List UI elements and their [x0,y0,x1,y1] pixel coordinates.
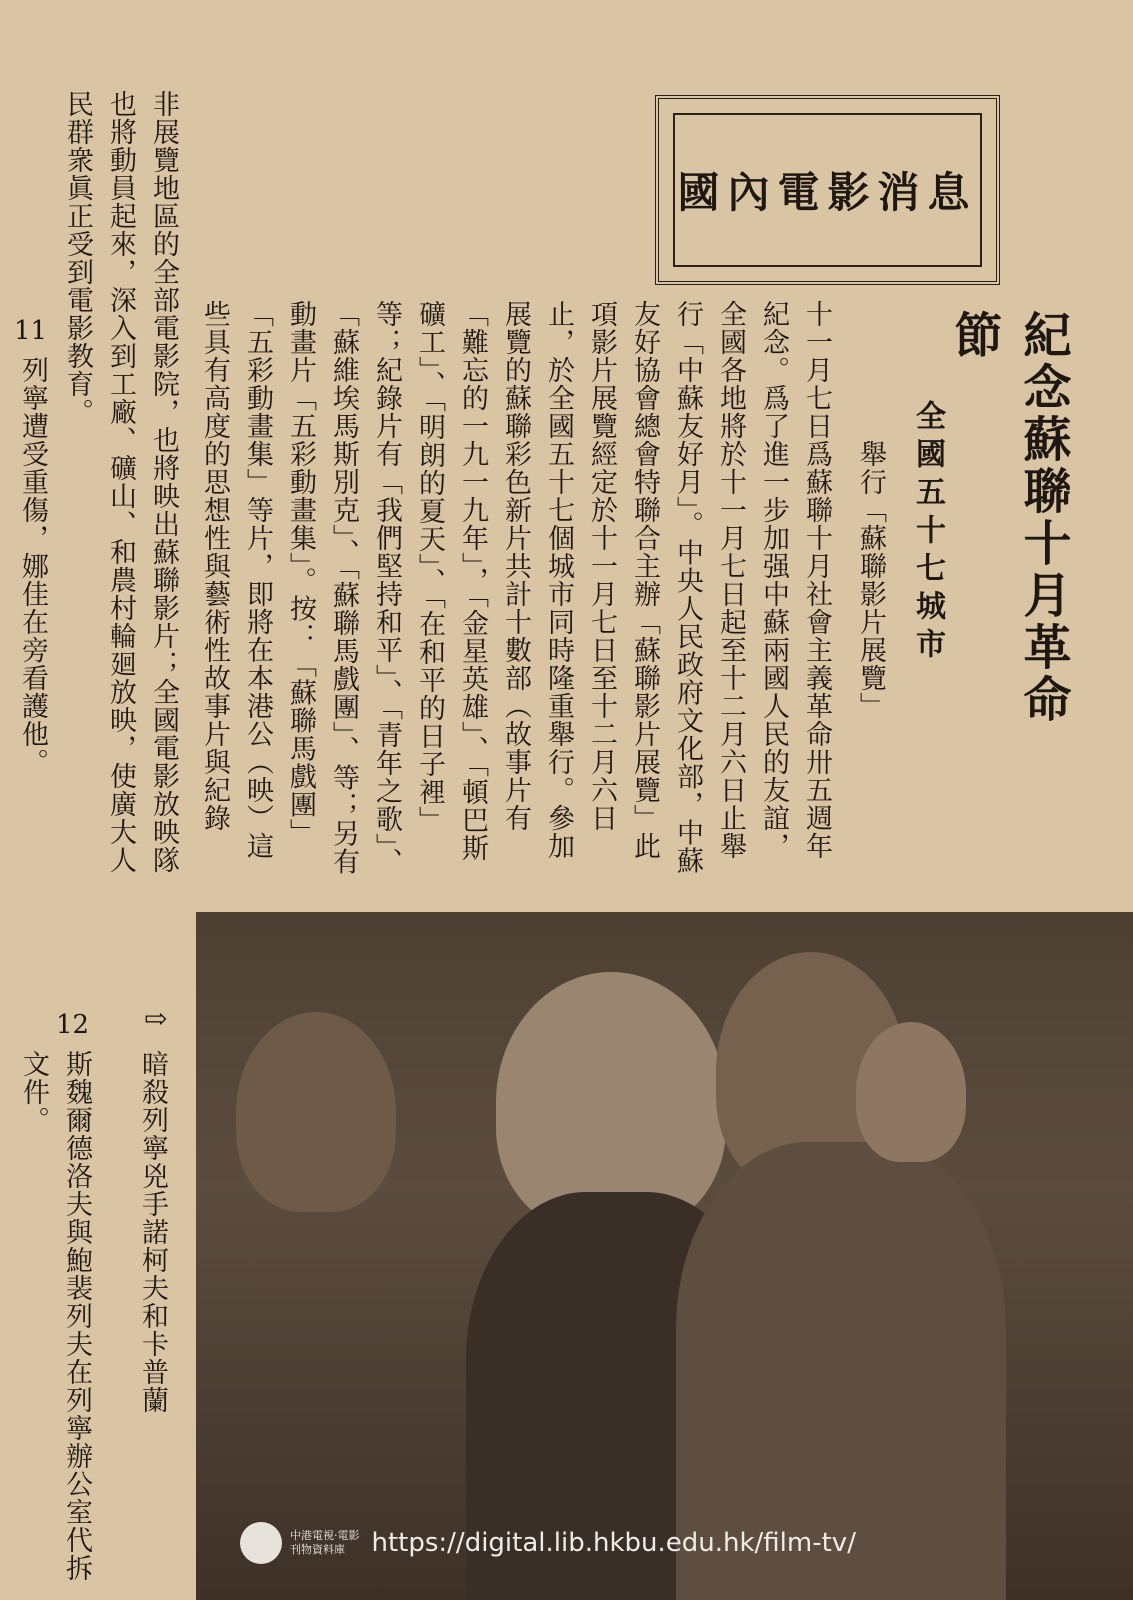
article-body: 十一月七日爲蘇聯十月社會主義革命卅五週年紀念。爲了進一步加强中蘇兩國人民的友誼，全國各地將於十一月七日起至十二月六日止舉行「中蘇友好月」。中央人民政府文化部，中蘇友好協會總會特聯合主辦「蘇聯影片展覽」此項影片展覽經定於十一月七日至十二月六日止，於全國五十七個城市同時隆重舉行。參加展覽的蘇聯彩色新片共計十數部（故事片有「難忘的一九一九年」，「金星英雄」、「頓巴斯礦工」、「明朗的夏天」、「在和平的日子裡」等；紀錄片有「我們堅持和平」、「青年之歌」、「蘇維埃馬斯別克」、「蘇聯馬戲團」、等；另有動畫片「五彩動畫集」。按：「蘇聯馬戲團」「五彩動畫集」等片，即將在本港公（映）這些具有高度的思想性與藝術性故事片與紀錄 [199,300,832,876]
caption-11-text: 列寧遭受重傷，娜佳在旁看護他。 [17,356,48,776]
watermark-url[interactable]: https://digital.lib.hkbu.edu.hk/film-tv/ [371,1528,856,1558]
caption-12-text: 斯魏爾德洛夫與鮑裴列夫在列寧辦公室代拆文件。 [18,1050,92,1582]
section-title: 國內電影消息 [677,168,978,217]
article-body-part1 [198,300,838,880]
caption-arrow: ⇨ [144,1002,168,1035]
section-title-box [655,95,1000,285]
watermark [240,1518,856,1568]
section-title-frame [673,113,982,267]
film-still-photo [196,912,1133,1600]
photo-figure-back [856,1022,966,1162]
watermark-name: 中港電視·電影 刊物資料庫 [290,1529,360,1556]
article-lead: 舉行「蘇聯影片展覽」 [855,440,886,720]
headline: 紀念蘇聯十月革命節 [946,310,1071,726]
article-continuation: 非展覽地區的全部電影院，也將映出蘇聯影片；全國電影放映隊也將動員起來，深入到工廠、礦山、和農村輪廻放映，使廣大人民群衆眞正受到電影教育。 [62,90,179,874]
caption-12-number: 12 [56,1010,90,1040]
caption-arrow-text: 暗殺列寧兇手諾柯夫和卡普蘭 [137,1050,168,1414]
subhead: 全國五十七城市 [910,400,945,666]
library-logo-icon [240,1522,282,1564]
caption-11-number: 11 [14,316,48,346]
photo-figure-left [236,1012,396,1212]
